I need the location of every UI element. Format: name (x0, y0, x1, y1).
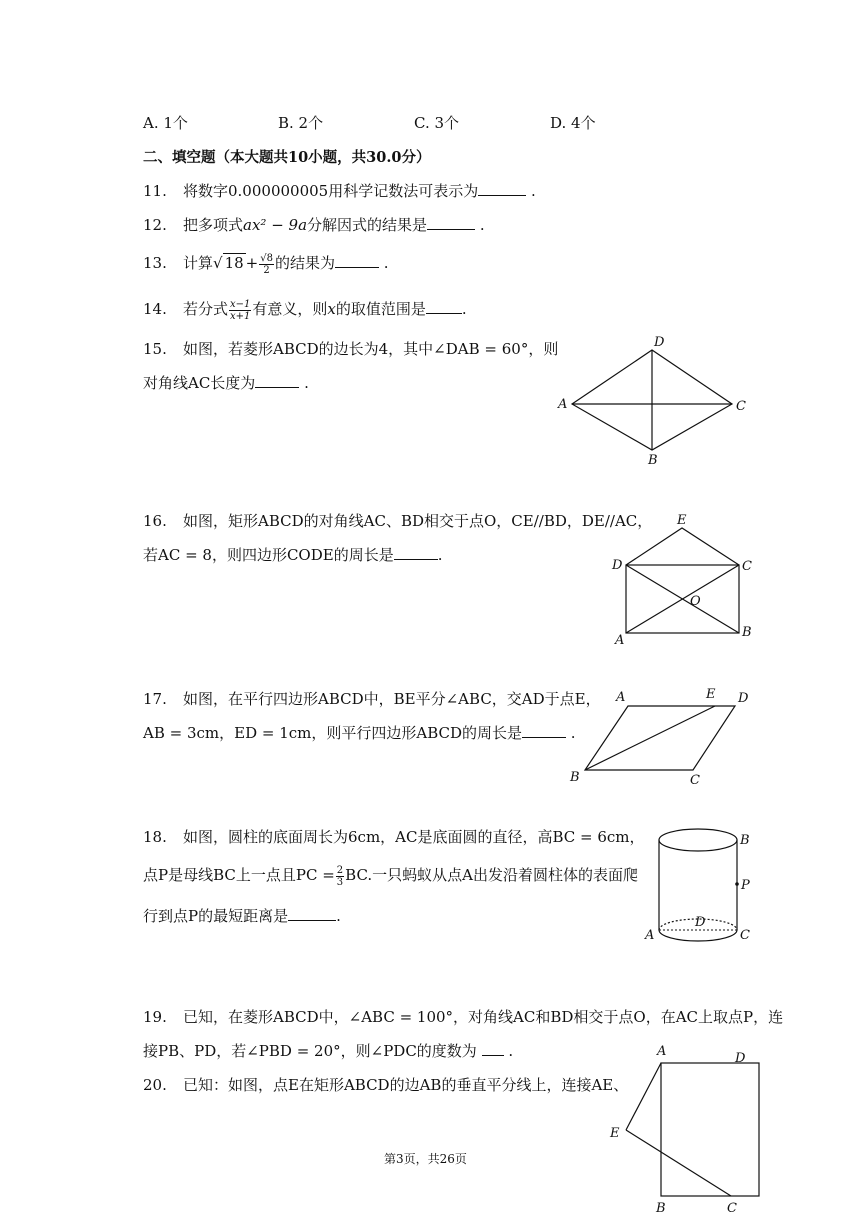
label-d: D (612, 558, 623, 573)
question-text: 计算 (183, 254, 214, 272)
page-footer: 第3页，共26页 (384, 1152, 467, 1166)
parallelogram-abcd (585, 706, 735, 770)
answer-blank (394, 545, 438, 560)
label-a: A (615, 633, 625, 648)
sqrt-sign: √ (213, 254, 223, 272)
segment-ae (626, 1063, 661, 1130)
parallelogram-figure (565, 682, 765, 790)
question-text: BC.一只蚂蚁从点A出发沿着圆柱体的表面爬 (345, 866, 639, 884)
question-number: 13. (143, 254, 167, 272)
triangle-dec (626, 528, 739, 565)
question-text: 把多项式 (183, 216, 244, 234)
question-end: . (570, 724, 576, 742)
question-text: AB = 3cm，ED = 1cm，则平行四边形ABCD的周长是 (143, 724, 523, 742)
question-end: . (304, 374, 309, 392)
cylinder-top (659, 829, 737, 851)
question-number: 19. (143, 1008, 167, 1026)
fraction-denominator: 3 (336, 876, 344, 888)
question-number: 12. (143, 216, 167, 234)
question-20-line1 (143, 1074, 628, 1095)
label-d: D (695, 915, 706, 930)
question-12 (143, 214, 485, 235)
answer-blank (522, 723, 566, 738)
answer-blank (288, 906, 336, 921)
section-title: 二、填空题（本大题共10小题，共30.0分） (143, 149, 431, 166)
question-end: . (461, 300, 467, 318)
question-text: 有意义，则 (252, 300, 328, 318)
answer-blank (427, 215, 475, 230)
question-11 (143, 180, 536, 201)
fraction (336, 865, 344, 888)
option-a: A. 1个 (143, 114, 188, 132)
question-number: 16. (143, 512, 167, 530)
question-text: 将数字0.000000005用科学记数法可表示为 (183, 182, 479, 200)
sqrt-radicand: 18 (224, 254, 244, 272)
question-text: 已知：如图，点E在矩形ABCD的边AB的垂直平分线上，连接AE、 (183, 1076, 629, 1094)
question-text: 接PB、PD，若∠PBD = 20°，则∠PDC的度数为 (143, 1042, 477, 1060)
fraction-numerator: x−1 (230, 298, 251, 310)
question-18-line3 (143, 905, 341, 926)
label-a: A (558, 397, 568, 412)
answer-blank (255, 373, 299, 388)
segment-ec (626, 1130, 731, 1196)
fraction-numerator: 2 (336, 864, 344, 876)
label-b: B (740, 833, 750, 848)
question-end: . (336, 907, 341, 925)
question-number: 14. (143, 300, 167, 318)
question-number: 17. (143, 690, 167, 708)
option-d: D. 4个 (550, 114, 596, 132)
question-text: 如图，圆柱的底面周长为6cm，AC是底面圆的直径，高BC = 6cm， (183, 828, 645, 846)
option-c: C. 3个 (414, 114, 460, 132)
math-variable: x (327, 300, 336, 318)
question-18-line1 (143, 826, 645, 847)
question-text: 对角线AC长度为 (143, 374, 256, 392)
question-17-line1 (143, 688, 601, 709)
fraction (229, 299, 251, 322)
question-18-line2 (143, 864, 638, 888)
question-14 (143, 298, 467, 322)
label-a: A (645, 928, 655, 943)
segment-be (585, 706, 715, 770)
question-number: 15. (143, 340, 167, 358)
answer-blank (426, 299, 462, 314)
cylinder-bottom-front (659, 930, 737, 941)
question-text: 已知，在菱形ABCD中，∠ABC = 100°，对角线AC和BD相交于点O，在AC上取点P，连 (183, 1008, 784, 1026)
question-end: . (383, 254, 389, 272)
question-end: . (437, 546, 443, 564)
question-13 (143, 252, 389, 276)
math-expression: ax² − 9a (243, 216, 308, 234)
question-15-line2 (143, 372, 309, 393)
question-number: 18. (143, 828, 167, 846)
question-number: 20. (143, 1076, 167, 1094)
question-text: 若分式 (183, 300, 229, 318)
label-e: E (610, 1126, 620, 1141)
question-text: 的结果为 (274, 254, 335, 272)
question-16-line1 (143, 510, 652, 531)
question-text: 如图，若菱形ABCD的边长为4，其中∠DAB = 60°，则 (183, 340, 559, 358)
question-text: 分解因式的结果是 (307, 216, 428, 234)
question-17-line2 (143, 722, 576, 743)
label-o: O (690, 594, 701, 609)
label-a: A (657, 1044, 667, 1059)
fraction-denominator: 2 (263, 264, 270, 276)
label-c: C (690, 773, 700, 788)
plus-sign: + (245, 254, 259, 272)
rectangle-e-figure (600, 1040, 760, 1216)
label-e: E (677, 513, 687, 528)
rhombus-figure (550, 332, 760, 472)
answer-blank (478, 181, 526, 196)
question-text: 如图，在平行四边形ABCD中，BE平分∠ABC，交AD于点E， (183, 690, 601, 708)
question-end: . (531, 182, 536, 200)
question-text: 如图，矩形ABCD的对角线AC、BD相交于点O，CE//BD，DE//AC， (183, 512, 653, 530)
question-19-line1 (143, 1006, 783, 1027)
cylinder-figure (640, 820, 760, 948)
answer-blank (482, 1041, 504, 1056)
question-15-line1 (143, 338, 558, 359)
fraction-numerator: √8 (260, 252, 273, 264)
fraction-denominator: x+1 (230, 310, 251, 322)
label-d: D (654, 335, 665, 350)
label-a: A (616, 690, 626, 705)
question-end: . (508, 1042, 514, 1060)
fraction (259, 253, 274, 276)
question-text: 点P是母线BC上一点且PC = (143, 866, 335, 884)
question-text: 行到点P的最短距离是 (143, 907, 289, 925)
rectangle-abcd (661, 1063, 759, 1196)
point-p (735, 882, 739, 886)
question-text: 若AC = 8，则四边形CODE的周长是 (143, 546, 394, 564)
question-number: 11. (143, 182, 167, 200)
label-c: C (727, 1201, 737, 1216)
rectangle-figure (605, 508, 765, 648)
question-end: . (479, 216, 485, 234)
label-b: B (742, 625, 752, 640)
question-text: 的取值范围是 (335, 300, 426, 318)
label-b: B (648, 453, 658, 468)
label-d: D (738, 691, 749, 706)
label-e: E (706, 687, 716, 702)
answer-blank (335, 253, 379, 268)
label-c: C (742, 559, 752, 574)
option-b: B. 2个 (278, 114, 324, 132)
label-p: P (741, 878, 750, 893)
question-19-line2 (143, 1040, 513, 1061)
label-b: B (570, 770, 580, 785)
label-b: B (656, 1201, 666, 1216)
label-c: C (736, 399, 746, 414)
label-c: C (740, 928, 750, 943)
label-d: D (735, 1051, 746, 1066)
question-16-line2 (143, 544, 443, 565)
